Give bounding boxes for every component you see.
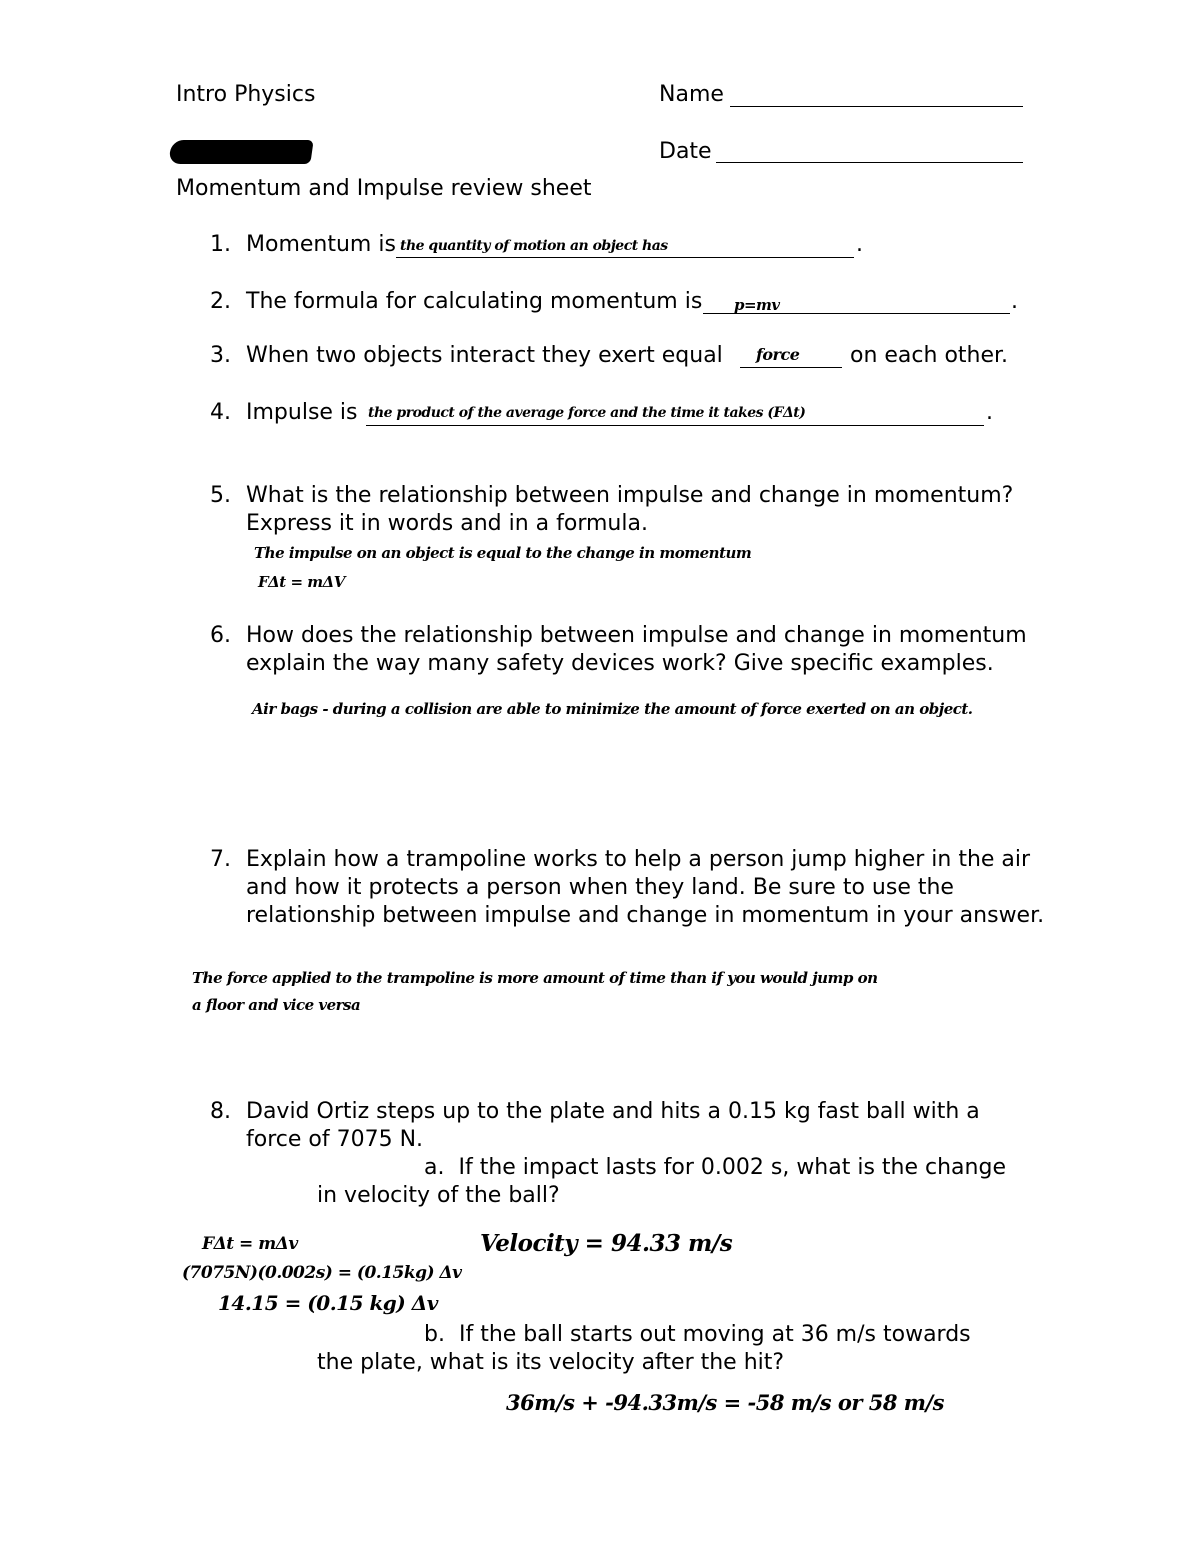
question-8b-line-2: the plate, what is its velocity after the hit? bbox=[317, 1350, 785, 1375]
answer-1: the quantity of motion an object has bbox=[400, 238, 668, 254]
question-number: 4. bbox=[210, 400, 231, 425]
question-text-line: David Ortiz steps up to the plate and hits a 0.15 kg fast ball with a bbox=[246, 1099, 980, 1124]
question-7 bbox=[210, 846, 1044, 930]
question-8a-line-1 bbox=[424, 1154, 1006, 1182]
question-2 bbox=[210, 288, 702, 316]
question-number: 6. bbox=[210, 623, 231, 648]
question-5 bbox=[210, 482, 1013, 538]
answer-3-line bbox=[740, 367, 842, 368]
answer-3: force bbox=[756, 345, 800, 364]
question-text-line: What is the relationship between impulse and change in momentum? bbox=[246, 483, 1014, 508]
work-8a-line-3: 14.15 = (0.15 kg) Δv bbox=[218, 1291, 438, 1315]
work-8b: 36m/s + -94.33m/s = -58 m/s or 58 m/s bbox=[506, 1390, 944, 1415]
date-field[interactable] bbox=[716, 162, 1023, 163]
sheet-title: Momentum and Impulse review sheet bbox=[176, 176, 592, 201]
question-number: 3. bbox=[210, 343, 231, 368]
question-8a-line-2: in velocity of the ball? bbox=[317, 1183, 560, 1208]
question-3 bbox=[210, 342, 723, 370]
punctuation: . bbox=[1011, 289, 1018, 314]
answer-4: the product of the average force and the time it takes (FΔt) bbox=[368, 405, 806, 421]
answer-7-line-2: a floor and vice versa bbox=[192, 996, 361, 1014]
question-number: 8. bbox=[210, 1099, 231, 1124]
question-text: The formula for calculating momentum is bbox=[246, 289, 703, 314]
work-8a-line-1: FΔt = mΔv bbox=[202, 1234, 298, 1254]
answer-7-line-1: The force applied to the trampoline is more amount of time than if you would jump on bbox=[192, 969, 878, 987]
result-8a: Velocity = 94.33 m/s bbox=[480, 1230, 733, 1257]
redacted-block bbox=[168, 140, 313, 164]
question-text: When two objects interact they exert equal bbox=[246, 343, 723, 368]
work-8a-line-2: (7075N)(0.002s) = (0.15kg) Δv bbox=[182, 1263, 462, 1283]
name-label: Name bbox=[659, 82, 724, 107]
question-text-line: Express it in words and in a formula. bbox=[246, 511, 648, 536]
answer-2: p=mv bbox=[734, 296, 780, 314]
question-text: Momentum is bbox=[246, 232, 396, 257]
question-4 bbox=[210, 399, 358, 427]
course-title: Intro Physics bbox=[176, 82, 316, 107]
question-text-line: explain the way many safety devices work? Give specific examples. bbox=[246, 651, 994, 676]
question-text-line: relationship between impulse and change in momentum in your answer. bbox=[246, 903, 1045, 928]
date-label: Date bbox=[659, 139, 712, 164]
answer-5-line-1: The impulse on an object is equal to the change in momentum bbox=[254, 544, 752, 562]
punctuation: . bbox=[986, 400, 993, 425]
part-label: b. bbox=[424, 1322, 445, 1347]
question-6 bbox=[210, 622, 1027, 678]
answer-1-line bbox=[396, 257, 854, 258]
part-label: a. bbox=[424, 1155, 445, 1180]
question-8 bbox=[210, 1098, 980, 1154]
question-number: 1. bbox=[210, 232, 231, 257]
name-field[interactable] bbox=[730, 106, 1023, 107]
question-1 bbox=[210, 231, 396, 259]
answer-4-line bbox=[366, 425, 984, 426]
question-8b-line-1 bbox=[424, 1321, 971, 1349]
answer-5-formula: FΔt = mΔV bbox=[258, 573, 345, 591]
question-number: 2. bbox=[210, 289, 231, 314]
question-text: Impulse is bbox=[246, 400, 358, 425]
part-text: If the ball starts out moving at 36 m/s towards bbox=[458, 1322, 971, 1347]
answer-6: Air bags - during a collision are able to minimize the amount of force exerted on an object. bbox=[252, 700, 973, 718]
question-number: 5. bbox=[210, 483, 231, 508]
punctuation: . bbox=[856, 232, 863, 257]
question-number: 7. bbox=[210, 847, 231, 872]
question-text-line: Explain how a trampoline works to help a person jump higher in the air bbox=[246, 847, 1031, 872]
question-text-line: force of 7075 N. bbox=[246, 1127, 424, 1152]
question-text-line: How does the relationship between impulse and change in momentum bbox=[246, 623, 1027, 648]
question-text-line: and how it protects a person when they land. Be sure to use the bbox=[246, 875, 954, 900]
part-text: If the impact lasts for 0.002 s, what is the change bbox=[458, 1155, 1006, 1180]
question-text-end: on each other. bbox=[850, 343, 1009, 368]
